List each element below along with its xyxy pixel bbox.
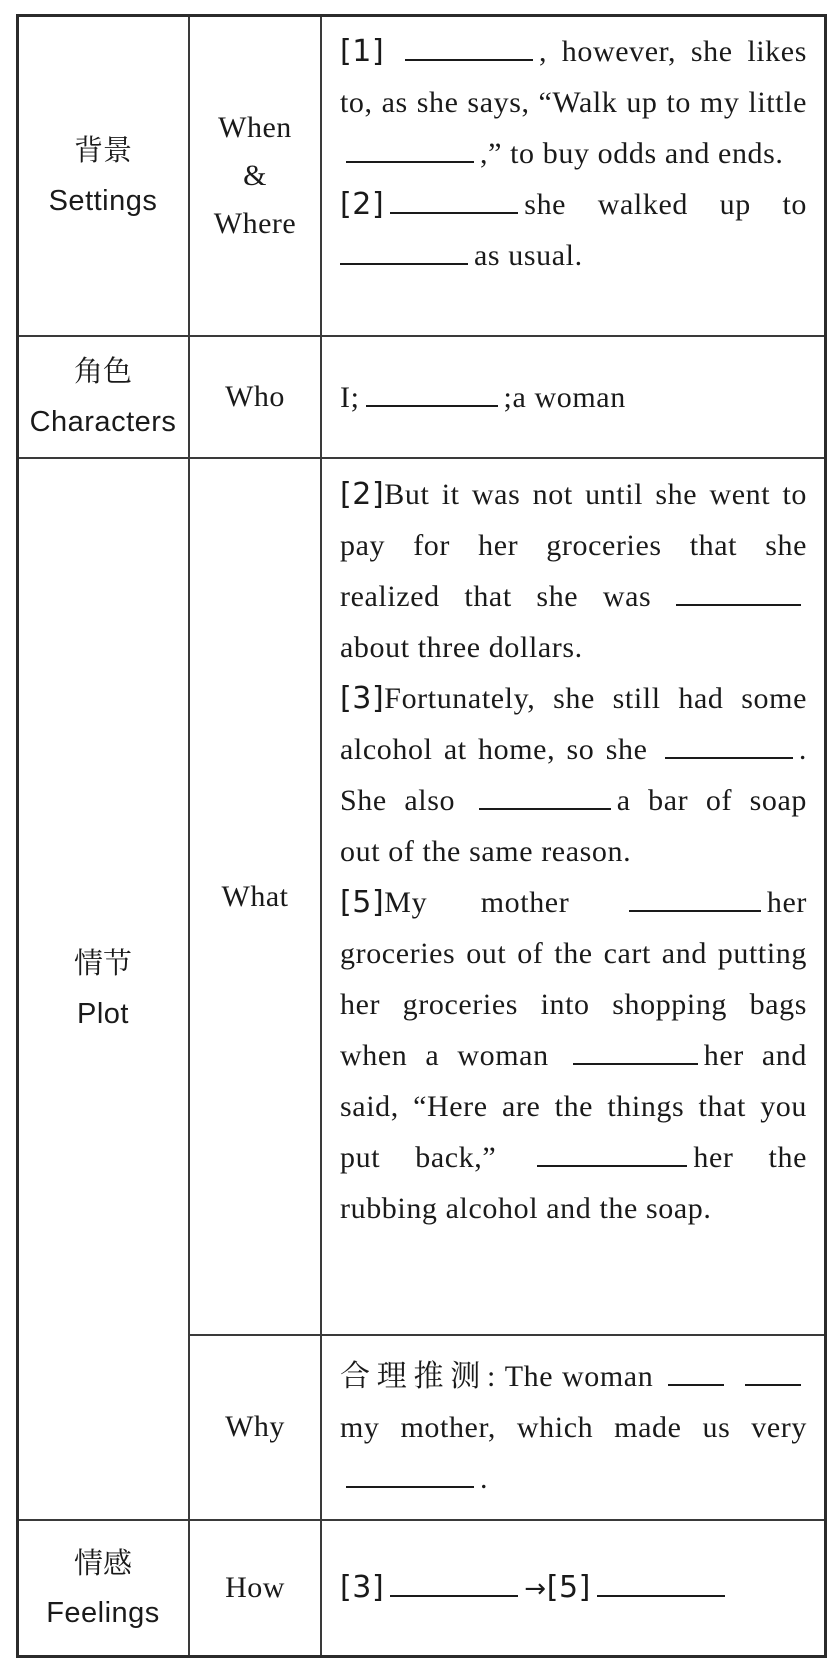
item-number: [2] (340, 477, 385, 513)
plot-label-zh: 情节 (73, 946, 132, 981)
why-text: : The woman (486, 1359, 654, 1393)
item-number: [5] (340, 885, 385, 921)
item-text: about three dollars. (340, 631, 583, 665)
question-how: How (225, 1571, 285, 1605)
item-text: as usual. (474, 239, 583, 272)
feelings-label-en: Feelings (46, 1597, 160, 1630)
settings-label-zh: 背景 (73, 132, 132, 167)
question-where: Where (213, 206, 297, 240)
why-end: . (480, 1461, 489, 1495)
item-text: her and said, “Here are the things that you put back,” (340, 1039, 807, 1175)
question-who: Who (225, 380, 285, 414)
item-text: she walked up to (524, 188, 807, 221)
question-why: Why (225, 1410, 285, 1444)
item-text: My mother (384, 886, 570, 920)
settings-label-en: Settings (48, 184, 158, 217)
why-text: my mother, which made us very (340, 1410, 807, 1444)
characters-label-en: Characters (29, 406, 177, 439)
inference-label: 合理推测 (340, 1358, 487, 1394)
characters-prefix: I; (340, 380, 360, 414)
item-text: her the rubbing alcohol and the soap. (340, 1141, 807, 1226)
item-text: her groceries out of the cart and putting her groceries into shopping bags when a woman (340, 886, 807, 1073)
item-text: But it was not until she went to pay for her groceries that she realized that she was (340, 478, 807, 614)
characters-suffix: ;a woman (503, 380, 626, 414)
item-text: , however, she likes to, as she says, “Walk up to my little (340, 35, 807, 119)
feelings-label-zh: 情感 (73, 1545, 132, 1580)
question-ampersand: & (243, 158, 267, 192)
item-text: a bar of soap out of the same reason. (340, 784, 807, 869)
item-number: [2] (340, 187, 385, 222)
item-number: [5] (546, 1569, 591, 1605)
characters-label-zh: 角色 (73, 354, 132, 389)
item-text: Fortunately, she still had some alcohol at home, so she (340, 682, 807, 767)
item-number: [3] (340, 681, 385, 717)
plot-label-en: Plot (77, 998, 129, 1031)
outer-frame (16, 14, 827, 1658)
arrow-right-icon: → (524, 1573, 547, 1604)
question-what: What (221, 879, 289, 913)
item-text: . She also (340, 733, 807, 818)
item-number: [1] (340, 34, 385, 69)
item-number: [3] (340, 1569, 385, 1605)
question-when: When (218, 110, 292, 144)
item-text: ,” to buy odds and ends. (480, 137, 784, 170)
